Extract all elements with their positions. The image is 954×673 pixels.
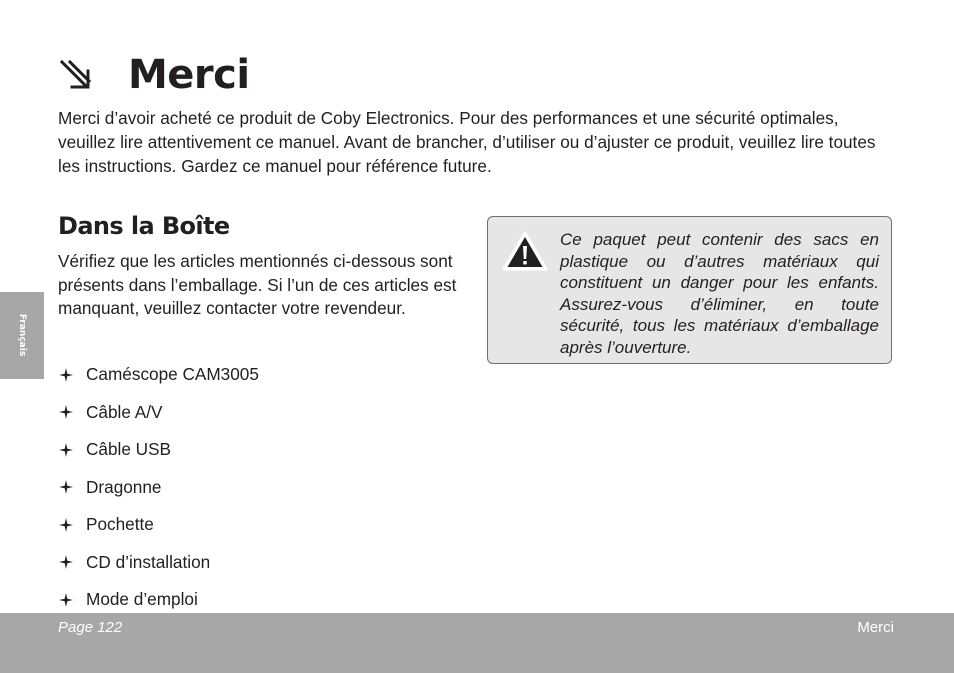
list-item [58, 431, 259, 469]
four-point-star-bullet-icon [59, 593, 73, 607]
four-point-star-bullet-icon [59, 480, 73, 494]
section-heading: Dans la Boîte [58, 212, 230, 240]
list-item-label: CD d’installation [86, 551, 211, 572]
contents-list [58, 356, 259, 619]
four-point-star-bullet-icon [59, 405, 73, 419]
language-side-tab [0, 292, 44, 379]
list-item-label: Mode d’emploi [86, 589, 198, 610]
list-item [58, 394, 259, 432]
list-item [58, 469, 259, 507]
list-item-label: Câble A/V [86, 401, 163, 422]
four-point-star-bullet-icon [59, 443, 73, 457]
page-number: Page 122 [58, 619, 123, 636]
language-label: Français [17, 313, 27, 357]
section-body: Vérifiez que les articles mentionnés ci-dessous sont présents dans l’emballage. Si l’un de ces articles est manquant, veuillez contacter votre revendeur. [58, 251, 457, 318]
arrow-down-right-icon [58, 58, 92, 92]
warning-box [487, 216, 892, 364]
footer-bar [0, 613, 954, 673]
intro-paragraph: Merci d’avoir acheté ce produit de Coby Electronics. Pour des performances et une sécurité optimales, veuillez lire attentivement ce manuel. Avant de brancher, d’utiliser ou d’ajuster ce produit, veuillez lire toutes les instructions. Gardez ce manuel pour référence future. [58, 108, 876, 176]
page-title: Merci [128, 52, 250, 98]
list-item [58, 506, 259, 544]
four-point-star-bullet-icon [59, 368, 73, 382]
title-row [58, 50, 250, 100]
four-point-star-bullet-icon [59, 555, 73, 569]
warning-triangle-icon [502, 231, 548, 271]
warning-text: Ce paquet peut contenir des sacs en plastique ou d’autres matériaux qui constituent un danger pour les enfants. Assurez-vous d’éliminer, en toute sécurité, tous les matériaux d’emballage après l’ouverture. [560, 230, 879, 357]
footer-section-title: Merci [857, 619, 894, 636]
list-item-label: Caméscope CAM3005 [86, 364, 259, 385]
list-item [58, 544, 259, 582]
list-item-label: Pochette [86, 514, 154, 535]
list-item-label: Dragonne [86, 476, 162, 497]
four-point-star-bullet-icon [59, 518, 73, 532]
list-item [58, 356, 259, 394]
list-item-label: Câble USB [86, 439, 172, 460]
